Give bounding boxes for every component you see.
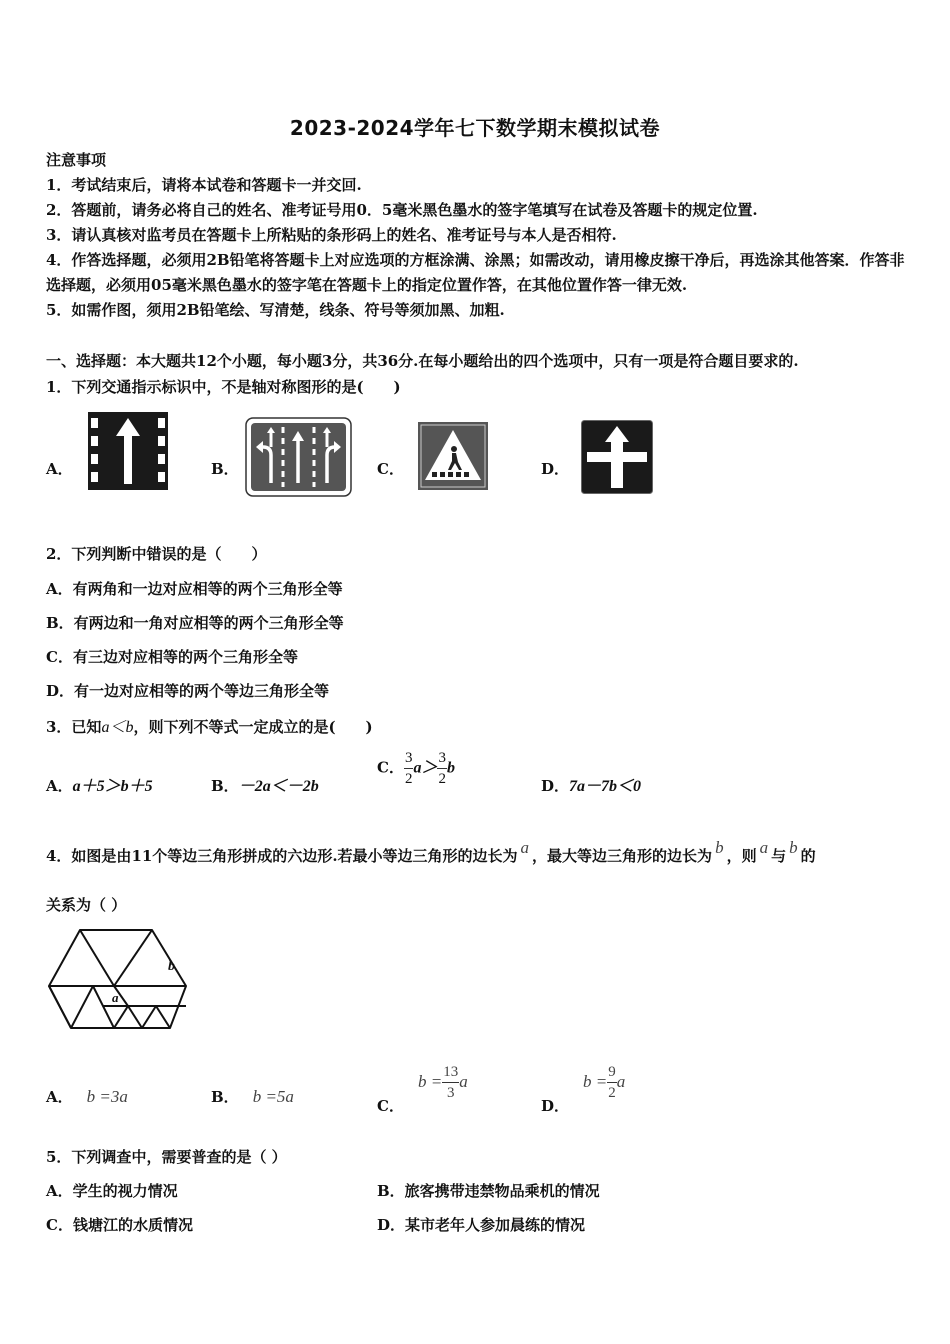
- q3-option-d-label: D．: [541, 777, 570, 795]
- notes-item: 2．答题前，请务必将自己的姓名、准考证号用0．5毫米黑色墨水的签字笔填写在试卷及答题卡的规定位置.: [46, 201, 758, 219]
- q1-option-b-label: B．: [211, 460, 239, 478]
- var-a: a: [759, 838, 769, 857]
- var-b: b: [789, 838, 798, 857]
- q3-option-a: [46, 773, 153, 796]
- q2-option-d: D．有一边对应相等的两个等边三角形全等: [46, 682, 330, 700]
- notes-block: [46, 148, 908, 323]
- figure-label-b: b: [168, 959, 175, 974]
- notes-heading: 注意事项: [46, 151, 107, 169]
- q3-option-d: [541, 773, 641, 796]
- q4-option-a: [46, 1086, 128, 1107]
- q5-option-d: D．某市老年人参加晨练的情况: [377, 1216, 586, 1234]
- notes-item: 1．考试结束后，请将本试卷和答题卡一并交回.: [46, 176, 362, 194]
- q4-stem-part: ，则: [726, 847, 757, 865]
- q3-option-d-text: 7a－7b＜0: [569, 778, 642, 795]
- q3-option-c-end: b: [446, 759, 455, 777]
- page-title: 2023-2024学年七下数学期末模拟试卷: [289, 116, 661, 140]
- q3-option-b-text: －2a＜－2b: [238, 778, 319, 795]
- hexagon-triangles-figure: [46, 928, 196, 1032]
- q4-option-c-post: a: [459, 1072, 468, 1091]
- q4-option-b: [211, 1086, 294, 1107]
- q3-stem: [46, 714, 373, 737]
- q1-option-a-label: A．: [46, 460, 73, 478]
- q3-option-b-label: B．: [211, 777, 239, 795]
- q2-stem: 2．下列判断中错误的是（ ）: [46, 545, 267, 563]
- q5-option-c: C．钱塘江的水质情况: [46, 1216, 193, 1234]
- q2-option-a: A．有两角和一边对应相等的两个三角形全等: [46, 580, 343, 598]
- q3-stem-post: ，则下列不等式一定成立的是( ): [133, 718, 373, 736]
- q3-option-c-mid: a＞: [413, 759, 438, 777]
- q1-stem: 1．下列交通指示标识中，不是轴对称图形的是( ): [46, 378, 401, 396]
- q3-stem-math: a＜b: [101, 719, 134, 736]
- fraction: $\frac{9}{2}$: [608, 1064, 616, 1101]
- q3-option-a-label: A．: [46, 777, 73, 795]
- fraction: $\frac{3}{2}$: [438, 750, 446, 787]
- q5-stem: 5．下列调查中，需要普查的是（ ）: [46, 1148, 287, 1166]
- notes-item: 3．请认真核对监考员在答题卡上所粘贴的条形码上的姓名、准考证号与本人是否相符.: [46, 226, 617, 244]
- q4-option-b-text: b =5a: [252, 1087, 294, 1106]
- var-b: b: [715, 838, 724, 857]
- straight-arrow-sign-icon: [88, 412, 168, 490]
- intersection-sign-icon: [581, 420, 653, 494]
- q4-option-c: [377, 1062, 468, 1115]
- q4-option-d: [541, 1062, 626, 1115]
- q3-stem-pre: 3．已知: [46, 718, 102, 736]
- fraction: $\frac{13}{3}$: [443, 1064, 459, 1101]
- q4-option-d-label: D．: [541, 1097, 570, 1115]
- q5-option-a: A．学生的视力情况: [46, 1182, 178, 1200]
- q2-option-b: B．有两边和一角对应相等的两个三角形全等: [46, 614, 344, 632]
- section-heading: 一、选择题：本大题共12个小题，每小题3分，共36分.在每小题给出的四个选项中，只有一项是符合题目要求的.: [46, 352, 799, 370]
- q4-stem-part: 4．如图是由11个等边三角形拼成的六边形.若最小等边三角形的边长为: [46, 847, 518, 865]
- q3-option-c: [377, 748, 455, 789]
- q4-option-b-label: B．: [211, 1088, 239, 1106]
- notes-item: 5．如需作图，须用2B铅笔绘、写清楚，线条、符号等须加黑、加粗.: [46, 301, 505, 319]
- q4-stem-part: 与: [771, 847, 787, 865]
- q4-option-d-post: a: [616, 1072, 626, 1091]
- q3-option-b: [211, 773, 319, 796]
- q3-option-a-text: a＋5＞b＋5: [72, 778, 153, 795]
- q3-option-c-label: C．: [377, 758, 404, 777]
- notes-item: 4．作答选择题，必须用2B铅笔将答题卡上对应选项的方框涂满、涂黑；如需改动，请用橡皮擦干净后，再选涂其他答案．作答非选择题，必须用05毫米黑色墨水的签字笔在答题卡上的指定位置作答，在其他位置作答一律无效.: [46, 251, 905, 294]
- q1-option-c-label: C．: [377, 460, 404, 478]
- q1-option-d-label: D．: [541, 460, 570, 478]
- q4-option-c-label: C．: [377, 1097, 404, 1115]
- q4-option-c-pre: b =: [417, 1072, 443, 1091]
- fraction: $\frac{3}{2}$: [404, 750, 413, 787]
- var-a: a: [520, 838, 530, 857]
- q4-stem-part: 的: [800, 847, 816, 865]
- q4-option-a-label: A．: [46, 1088, 73, 1106]
- q2-option-c: C．有三边对应相等的两个三角形全等: [46, 648, 298, 666]
- pedestrian-crossing-sign-icon: [418, 422, 488, 490]
- lane-direction-sign-icon: [245, 417, 352, 497]
- q5-option-b: B．旅客携带违禁物品乘机的情况: [377, 1182, 600, 1200]
- q4-option-d-pre: b =: [583, 1072, 608, 1091]
- q4-stem-line2: 关系为（ ）: [46, 896, 127, 914]
- figure-label-a: a: [112, 990, 119, 1005]
- q4-stem: [46, 838, 816, 866]
- q4-stem-part: ，最大等边三角形的边长为: [532, 847, 713, 865]
- q4-option-a-text: b =3a: [86, 1087, 128, 1106]
